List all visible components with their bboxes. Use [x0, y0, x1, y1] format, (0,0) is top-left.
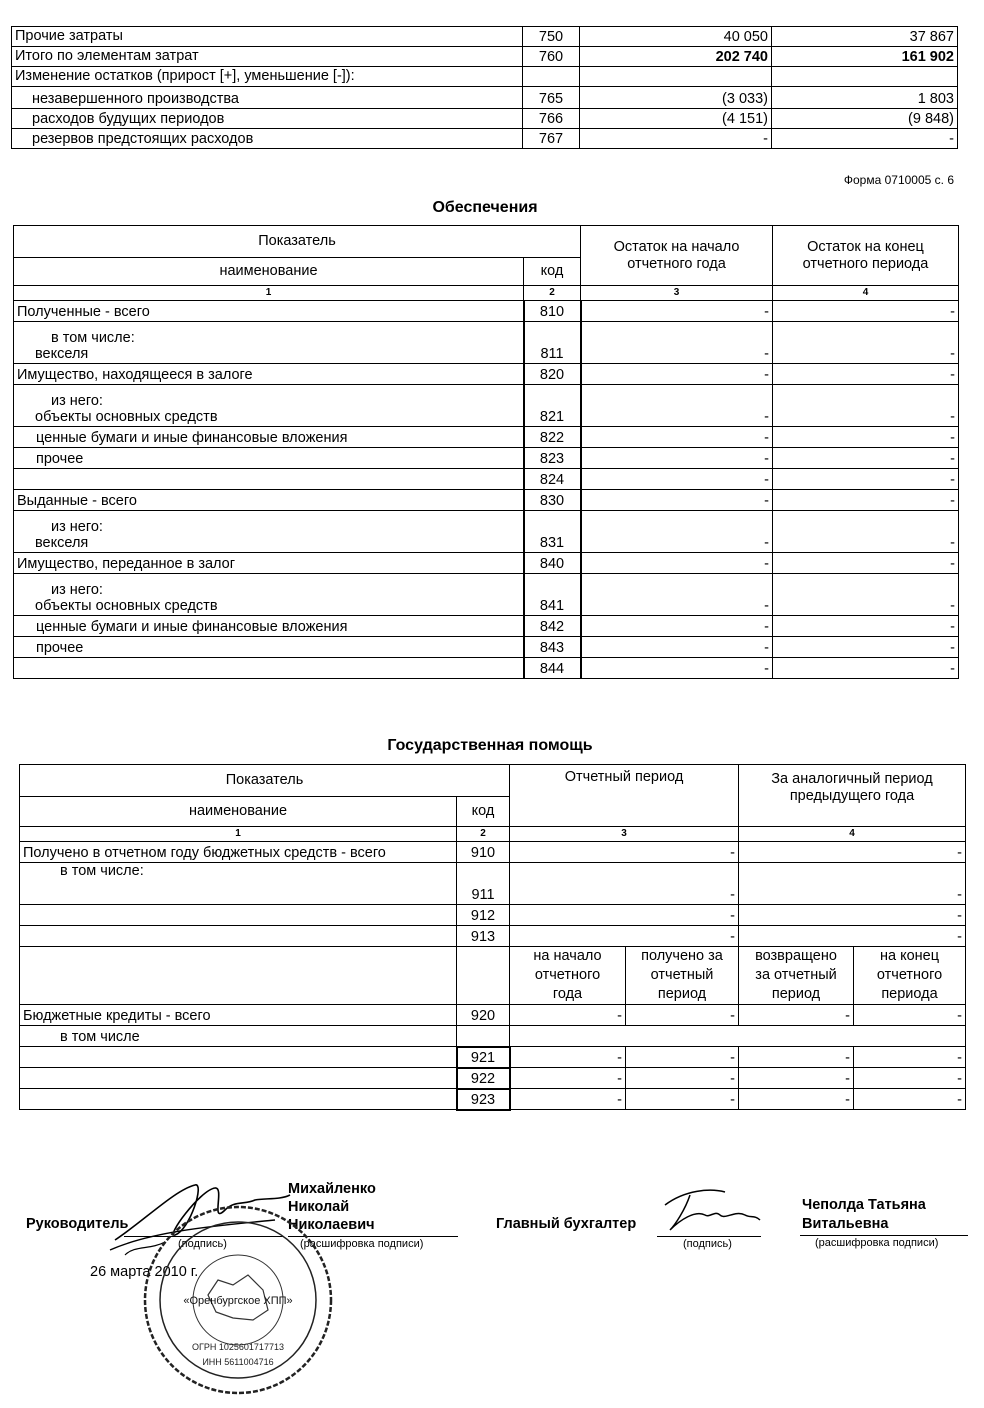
- sub-header-line: получено за: [641, 948, 723, 964]
- row-code: 841: [524, 574, 581, 616]
- row-label: [14, 469, 524, 490]
- row-label: [20, 905, 457, 926]
- table-row: [14, 574, 959, 616]
- row-label-item: векселя: [35, 535, 89, 552]
- row-value-col4: -: [773, 574, 959, 616]
- sub-header-line: года: [552, 986, 583, 1002]
- table-row: [20, 1068, 966, 1089]
- col-number-2: 2: [524, 286, 581, 301]
- table-row: [14, 301, 959, 322]
- row-value: -: [626, 1068, 739, 1089]
- sub-header-c1: [510, 947, 626, 1005]
- row-label-item: векселя: [35, 346, 89, 363]
- row-value-col4: -: [739, 905, 966, 926]
- row-value-col4: (9 848): [772, 109, 958, 129]
- row-value-col4: 37 867: [772, 27, 958, 47]
- row-code: 912: [457, 905, 510, 926]
- table-row: [14, 385, 959, 427]
- row-code: 820: [524, 364, 581, 385]
- row-code: 750: [523, 27, 580, 47]
- company-stamp: [138, 1200, 338, 1400]
- row-value-empty: [510, 1026, 966, 1047]
- row-value-col3: -: [581, 427, 773, 448]
- table-row: [20, 1047, 966, 1068]
- table-row: [14, 322, 959, 364]
- row-value-col3: -: [581, 658, 773, 679]
- row-label: [14, 322, 524, 364]
- row-label-sub: из него:: [51, 392, 103, 409]
- row-label: [14, 574, 524, 616]
- row-label-text: ценные бумаги и иные финансовые вложения: [36, 430, 348, 447]
- row-label: [14, 511, 524, 553]
- row-code: 843: [524, 637, 581, 658]
- row-label: резервов предстоящих расходов: [12, 129, 523, 149]
- row-value: -: [626, 1047, 739, 1068]
- table-row: [12, 87, 958, 109]
- row-code: 824: [524, 469, 581, 490]
- row-label: [14, 448, 524, 469]
- chief-sign-caption: (подпись): [683, 1238, 732, 1250]
- row-value: -: [854, 1047, 966, 1068]
- row-code: 921: [457, 1047, 510, 1068]
- table-row: [20, 1026, 966, 1047]
- row-label-text: прочее: [36, 451, 84, 468]
- aid-header-name: наименование: [20, 797, 457, 827]
- row-code: 811: [524, 322, 581, 364]
- row-label-text: прочее: [36, 640, 84, 657]
- row-value-col4: [772, 67, 958, 87]
- table-row: [12, 129, 958, 149]
- row-value-col3: -: [581, 574, 773, 616]
- row-code: 840: [524, 553, 581, 574]
- header-col3-line1: Остаток на начало: [613, 238, 740, 255]
- header-col3: [581, 226, 773, 286]
- row-value-col3: -: [581, 322, 773, 364]
- row-code: 844: [524, 658, 581, 679]
- head-decode-caption: (расшифровка подписи): [300, 1238, 424, 1250]
- row-label-text: ценные бумаги и иные финансовые вложения: [36, 619, 348, 636]
- row-value: -: [626, 1005, 739, 1026]
- row-value: -: [626, 1089, 739, 1110]
- chief-signature: [655, 1180, 765, 1240]
- aid-col-number-3: 3: [510, 827, 739, 842]
- row-code: [523, 67, 580, 87]
- row-value-col3: -: [581, 385, 773, 427]
- row-value-col3: -: [581, 553, 773, 574]
- row-code: 830: [524, 490, 581, 511]
- sub-header-c3: [739, 947, 854, 1005]
- sub-header-c4: [854, 947, 966, 1005]
- row-value-col4: -: [772, 129, 958, 149]
- row-value-col3: -: [581, 301, 773, 322]
- stamp-name: «Оренбургское ХПП»: [183, 1295, 293, 1307]
- row-code: 810: [524, 301, 581, 322]
- chief-decode-line: [800, 1235, 968, 1236]
- row-code-empty: [457, 1026, 510, 1047]
- head-name-line2: Николай: [288, 1199, 350, 1215]
- row-label-sub: из него:: [51, 518, 103, 535]
- row-value-col4: -: [773, 427, 959, 448]
- sub-header-line: возвращено: [755, 948, 837, 964]
- header-name: наименование: [14, 258, 524, 286]
- row-label-sub: в том числе:: [51, 329, 135, 346]
- row-value-col3: -: [510, 842, 739, 863]
- sub-header-line: за отчетный: [755, 967, 837, 983]
- row-value: -: [739, 1047, 854, 1068]
- row-value-col3: -: [581, 616, 773, 637]
- table-row: [14, 616, 959, 637]
- row-label-item: объекты основных средств: [35, 598, 218, 615]
- stamp-ogrn: ОГРН 1025601717713: [192, 1342, 284, 1352]
- aid-col-number-1: 1: [20, 827, 457, 842]
- sub-header-line: период: [771, 986, 821, 1002]
- row-label: [14, 658, 524, 679]
- aid-header-indicator: Показатель: [20, 765, 510, 797]
- table-row: [14, 637, 959, 658]
- cost-elements-table: [11, 26, 958, 149]
- col-number-4: 4: [773, 286, 959, 301]
- table-row: [14, 448, 959, 469]
- table-row: [12, 47, 958, 67]
- table-row: [14, 658, 959, 679]
- row-value-col3: (4 151): [580, 109, 772, 129]
- row-value-col4: -: [773, 448, 959, 469]
- aid-header-col4-line2: предыдущего года: [789, 787, 915, 804]
- table-row: [20, 863, 966, 905]
- head-label: Руководитель: [26, 1216, 129, 1232]
- row-value: -: [854, 1089, 966, 1110]
- row-code: 767: [523, 129, 580, 149]
- aid-col-number-4: 4: [739, 827, 966, 842]
- row-code: 765: [523, 87, 580, 109]
- provisions-title: Обеспечения: [432, 199, 538, 216]
- head-name-line1: Михайленко: [288, 1181, 376, 1197]
- row-label: [14, 427, 524, 448]
- head-sign-caption: (подпись): [178, 1238, 227, 1250]
- row-value-col3: -: [581, 511, 773, 553]
- row-code: 842: [524, 616, 581, 637]
- sub-header-line: отчетного: [876, 967, 943, 983]
- row-label: [20, 926, 457, 947]
- row-label: Бюджетные кредиты - всего: [20, 1005, 457, 1026]
- row-code: 911: [457, 863, 510, 905]
- table-row: [20, 1005, 966, 1026]
- col-number-3: 3: [581, 286, 773, 301]
- row-value-col4: -: [773, 301, 959, 322]
- sub-header-line: на конец: [879, 948, 940, 964]
- table-row: [14, 427, 959, 448]
- row-value: -: [739, 1005, 854, 1026]
- row-label: [14, 490, 524, 511]
- table-row: [14, 364, 959, 385]
- row-label: [14, 616, 524, 637]
- chief-decode-caption: (расшифровка подписи): [815, 1237, 939, 1249]
- sub-header-line: периода: [881, 986, 938, 1002]
- state-aid-table: [19, 764, 966, 1111]
- row-label: [20, 1068, 457, 1089]
- aid-header-code: код: [457, 797, 510, 827]
- provisions-table: [13, 225, 959, 679]
- row-value-col4: -: [773, 616, 959, 637]
- row-code: 831: [524, 511, 581, 553]
- row-label: в том числе: [20, 1026, 457, 1047]
- stamp-inn: ИНН 5611004716: [202, 1357, 274, 1367]
- row-code: 910: [457, 842, 510, 863]
- row-value-col4: -: [773, 637, 959, 658]
- chief-label: Главный бухгалтер: [496, 1216, 637, 1232]
- row-value-col3: -: [510, 863, 739, 905]
- row-value-col4: -: [773, 385, 959, 427]
- row-value-col4: 161 902: [772, 47, 958, 67]
- row-value: -: [510, 1005, 626, 1026]
- row-value-col4: -: [773, 322, 959, 364]
- table-row: [14, 511, 959, 553]
- row-label-text: Имущество, находящееся в залоге: [17, 367, 253, 384]
- row-code: 823: [524, 448, 581, 469]
- sub-header-line: период: [657, 986, 707, 1002]
- row-value-col4: -: [773, 658, 959, 679]
- table-row: [20, 1089, 966, 1110]
- row-value-col3: -: [581, 637, 773, 658]
- row-label: Итого по элементам затрат: [12, 47, 523, 67]
- row-value-col3: -: [510, 926, 739, 947]
- row-code: 821: [524, 385, 581, 427]
- row-label: [14, 301, 524, 322]
- state-aid-title: Государственная помощь: [387, 737, 593, 754]
- row-code: 822: [524, 427, 581, 448]
- row-code: 922: [457, 1068, 510, 1089]
- table-row: [14, 553, 959, 574]
- row-value-col3: [580, 67, 772, 87]
- row-value-col3: -: [580, 129, 772, 149]
- row-label-sub: из него:: [51, 581, 103, 598]
- table-row: [20, 842, 966, 863]
- chief-name-line1: Чеполда Татьяна: [802, 1197, 926, 1213]
- row-label-text: Выданные - всего: [17, 493, 137, 510]
- row-value-col4: -: [773, 469, 959, 490]
- sub-header-c2: [626, 947, 739, 1005]
- row-value-col3: -: [581, 448, 773, 469]
- head-name-line3: Николаевич: [288, 1217, 375, 1233]
- row-label: [14, 553, 524, 574]
- table-row: [20, 926, 966, 947]
- chief-name-line2: Витальевна: [802, 1216, 889, 1232]
- row-label: [20, 1089, 457, 1110]
- row-label: в том числе:: [20, 863, 457, 905]
- row-value: -: [510, 1047, 626, 1068]
- date-text: 26 марта 2010 г.: [90, 1264, 199, 1280]
- sub-header-empty-code: [457, 947, 510, 1005]
- row-value-col3: 40 050: [580, 27, 772, 47]
- row-code: 766: [523, 109, 580, 129]
- sub-header-empty: [20, 947, 457, 1005]
- row-label-item: объекты основных средств: [35, 409, 218, 426]
- table-row: [14, 469, 959, 490]
- row-label: Изменение остатков (прирост [+], уменьшение [-]):: [12, 67, 523, 87]
- row-code: 760: [523, 47, 580, 67]
- table-row: [12, 27, 958, 47]
- row-value: -: [510, 1068, 626, 1089]
- row-value-col4: -: [773, 511, 959, 553]
- aid-header-col3: Отчетный период: [510, 765, 739, 827]
- row-code: 913: [457, 926, 510, 947]
- row-label: [14, 637, 524, 658]
- row-label: [20, 1047, 457, 1068]
- header-col4: [773, 226, 959, 286]
- header-code: код: [524, 258, 581, 286]
- sub-header-line: на начало: [533, 948, 602, 964]
- row-value-col3: -: [581, 364, 773, 385]
- row-value-col3: -: [581, 490, 773, 511]
- sub-header-line: отчетного: [534, 967, 601, 983]
- sub-header-row: [20, 947, 966, 1005]
- row-label: [14, 385, 524, 427]
- row-value-col4: -: [773, 553, 959, 574]
- aid-header-col4: [739, 765, 966, 827]
- row-code: 920: [457, 1005, 510, 1026]
- row-value-col4: -: [739, 926, 966, 947]
- table-row: [12, 109, 958, 129]
- row-value-col3: -: [510, 905, 739, 926]
- row-value-col4: -: [773, 490, 959, 511]
- col-number-1: 1: [14, 286, 524, 301]
- row-value-col4: 1 803: [772, 87, 958, 109]
- row-value-col4: -: [739, 863, 966, 905]
- table-row: [12, 67, 958, 87]
- header-indicator: Показатель: [14, 226, 581, 258]
- row-value: -: [739, 1068, 854, 1089]
- row-label-text: Имущество, переданное в залог: [17, 556, 236, 573]
- row-label: Получено в отчетном году бюджетных средств - всего: [20, 842, 457, 863]
- row-label: расходов будущих периодов: [12, 109, 523, 129]
- row-value: -: [854, 1005, 966, 1026]
- row-value-col3: 202 740: [580, 47, 772, 67]
- row-value: -: [854, 1068, 966, 1089]
- row-code: 923: [457, 1089, 510, 1110]
- row-value-col3: -: [581, 469, 773, 490]
- form-note: Форма 0710005 с. 6: [843, 173, 954, 187]
- header-col4-line2: отчетного периода: [802, 255, 929, 272]
- aid-col-number-2: 2: [457, 827, 510, 842]
- row-value: -: [510, 1089, 626, 1110]
- sub-header-line: отчетный: [650, 967, 714, 983]
- header-col4-line1: Остаток на конец: [807, 238, 924, 255]
- row-label: [14, 364, 524, 385]
- table-row: [14, 490, 959, 511]
- row-value-col4: -: [773, 364, 959, 385]
- row-value: -: [739, 1089, 854, 1110]
- row-value-col3: (3 033): [580, 87, 772, 109]
- row-label: незавершенного производства: [12, 87, 523, 109]
- table-row: [20, 905, 966, 926]
- aid-header-col4-line1: За аналогичный период: [771, 771, 933, 787]
- header-col3-line2: отчетного года: [627, 255, 726, 272]
- row-value-col4: -: [739, 842, 966, 863]
- row-label: Прочие затраты: [12, 27, 523, 47]
- row-label-text: Полученные - всего: [17, 304, 150, 321]
- chief-name: [802, 1196, 926, 1234]
